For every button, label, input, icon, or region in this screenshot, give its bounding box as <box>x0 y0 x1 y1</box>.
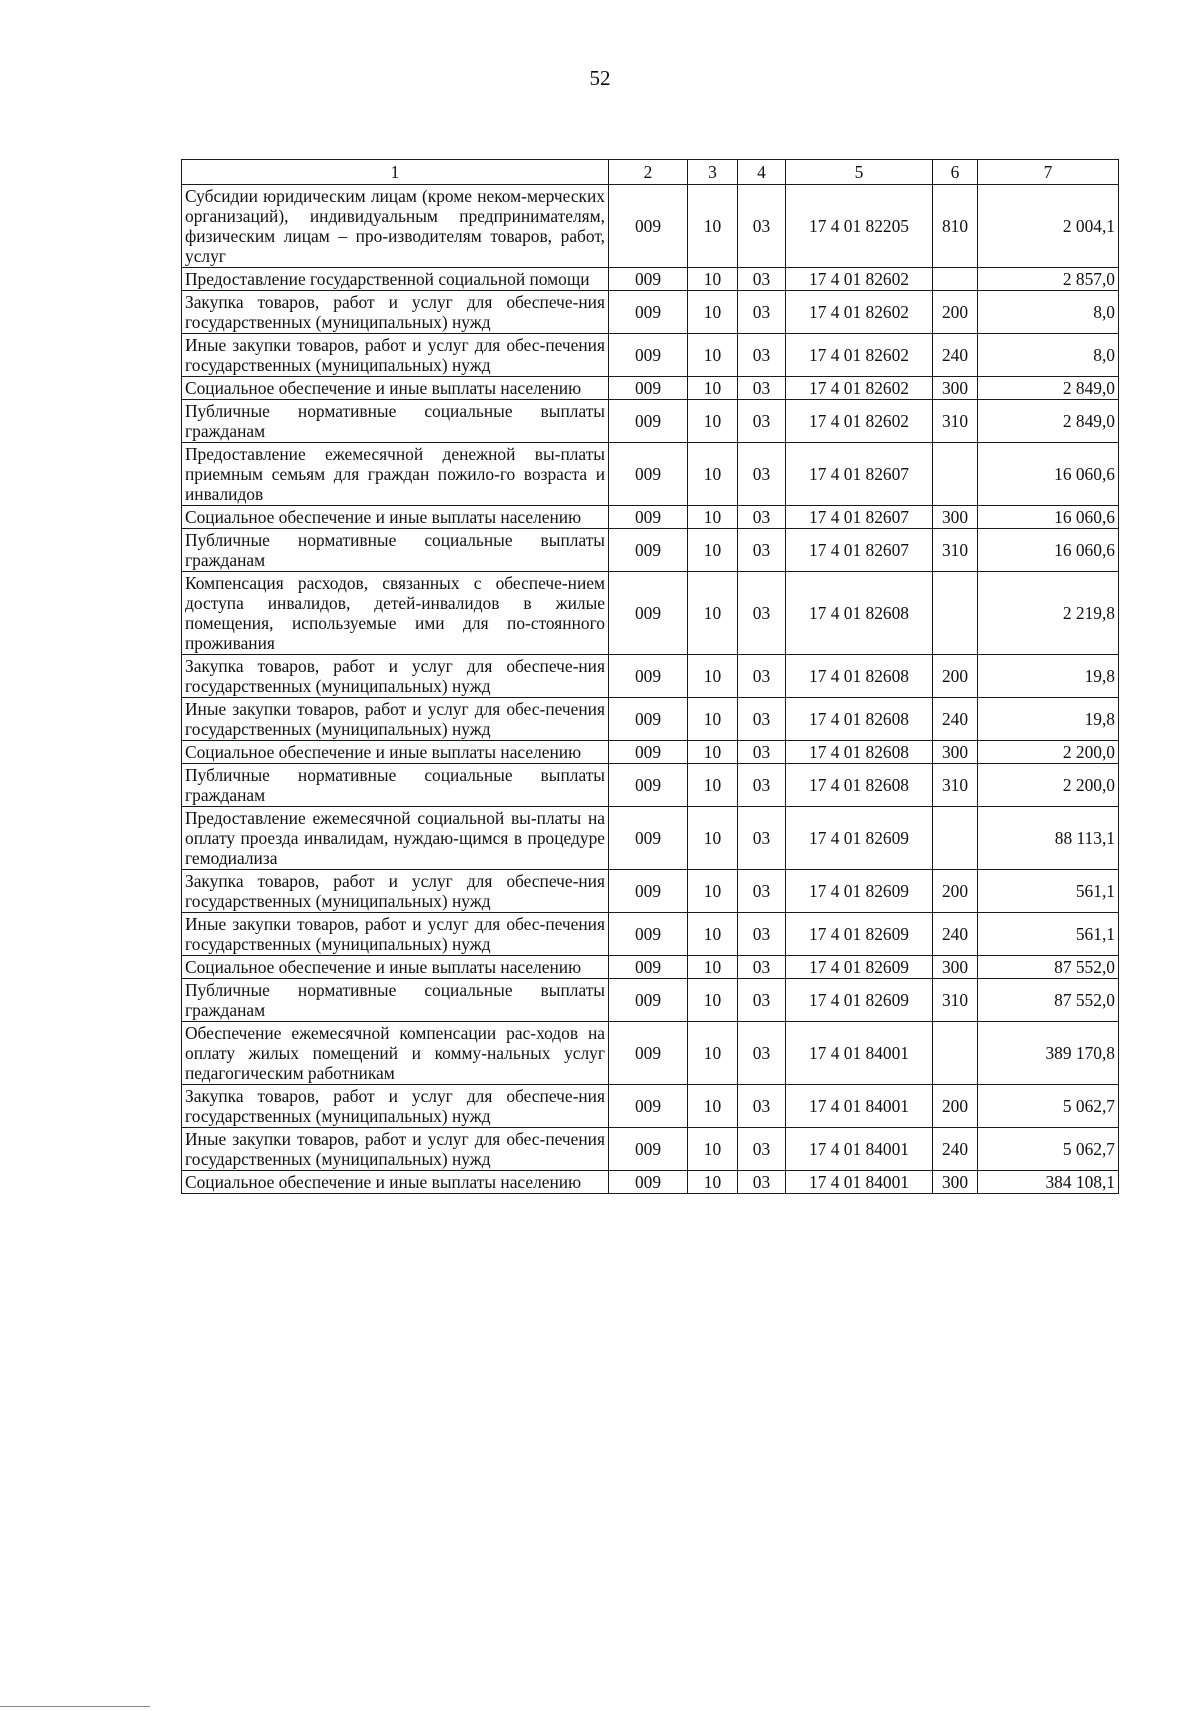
ministry-code-cell: 009 <box>609 870 688 913</box>
table-row <box>182 377 1119 400</box>
ministry-code-cell: 009 <box>609 572 688 655</box>
table-row <box>182 529 1119 572</box>
subsection-code-cell: 03 <box>738 956 786 979</box>
section-code-cell: 10 <box>688 870 738 913</box>
subsection-code-cell: 03 <box>738 655 786 698</box>
ministry-code-cell: 009 <box>609 764 688 807</box>
amount-cell: 2 849,0 <box>978 377 1119 400</box>
section-code-cell: 10 <box>688 698 738 741</box>
target-article-cell: 17 4 01 82608 <box>786 572 933 655</box>
table-row <box>182 1171 1119 1194</box>
ministry-code-cell: 009 <box>609 268 688 291</box>
expense-name-cell: Закупка товаров, работ и услуг для обеспече-ния государственных (муниципальных) нужд <box>182 870 609 913</box>
table-row <box>182 913 1119 956</box>
header-cell: 7 <box>978 160 1119 185</box>
section-code-cell: 10 <box>688 572 738 655</box>
ministry-code-cell: 009 <box>609 291 688 334</box>
section-code-cell: 10 <box>688 1171 738 1194</box>
target-article-cell: 17 4 01 82608 <box>786 655 933 698</box>
expense-type-cell: 300 <box>933 1171 978 1194</box>
expense-name-cell: Закупка товаров, работ и услуг для обеспече-ния государственных (муниципальных) нужд <box>182 1085 609 1128</box>
amount-cell: 87 552,0 <box>978 956 1119 979</box>
subsection-code-cell: 03 <box>738 741 786 764</box>
ministry-code-cell: 009 <box>609 1085 688 1128</box>
expense-type-cell: 300 <box>933 377 978 400</box>
header-cell: 4 <box>738 160 786 185</box>
table-row <box>182 1085 1119 1128</box>
target-article-cell: 17 4 01 84001 <box>786 1128 933 1171</box>
expense-name-cell: Предоставление ежемесячной социальной вы-платы на оплату проезда инвалидам, нуждаю-щимся в процедуре гемодиализа <box>182 807 609 870</box>
scan-edge-line <box>0 1706 150 1711</box>
expense-name-cell: Публичные нормативные социальные выплаты гражданам <box>182 764 609 807</box>
expense-name-cell: Обеспечение ежемесячной компенсации рас-ходов на оплату жилых помещений и комму-нальных услуг педагогическим работникам <box>182 1022 609 1085</box>
target-article-cell: 17 4 01 84001 <box>786 1085 933 1128</box>
section-code-cell: 10 <box>688 291 738 334</box>
expense-type-cell: 810 <box>933 185 978 268</box>
subsection-code-cell: 03 <box>738 870 786 913</box>
target-article-cell: 17 4 01 82609 <box>786 956 933 979</box>
subsection-code-cell: 03 <box>738 400 786 443</box>
target-article-cell: 17 4 01 82602 <box>786 291 933 334</box>
table-row <box>182 807 1119 870</box>
target-article-cell: 17 4 01 82602 <box>786 268 933 291</box>
section-code-cell: 10 <box>688 185 738 268</box>
expense-type-cell: 310 <box>933 764 978 807</box>
target-article-cell: 17 4 01 84001 <box>786 1022 933 1085</box>
ministry-code-cell: 009 <box>609 443 688 506</box>
amount-cell: 8,0 <box>978 291 1119 334</box>
subsection-code-cell: 03 <box>738 698 786 741</box>
amount-cell: 16 060,6 <box>978 506 1119 529</box>
table-row <box>182 870 1119 913</box>
expense-type-cell <box>933 807 978 870</box>
expense-type-cell: 300 <box>933 956 978 979</box>
expense-name-cell: Иные закупки товаров, работ и услуг для обес-печения государственных (муниципальных) нужд <box>182 698 609 741</box>
amount-cell: 2 200,0 <box>978 764 1119 807</box>
expense-name-cell: Иные закупки товаров, работ и услуг для обес-печения государственных (муниципальных) нужд <box>182 913 609 956</box>
target-article-cell: 17 4 01 82607 <box>786 506 933 529</box>
expense-name-cell: Социальное обеспечение и иные выплаты населению <box>182 377 609 400</box>
header-cell: 5 <box>786 160 933 185</box>
section-code-cell: 10 <box>688 400 738 443</box>
table-row <box>182 764 1119 807</box>
amount-cell: 2 857,0 <box>978 268 1119 291</box>
expense-name-cell: Иные закупки товаров, работ и услуг для обес-печения государственных (муниципальных) нужд <box>182 334 609 377</box>
section-code-cell: 10 <box>688 956 738 979</box>
expense-type-cell <box>933 1022 978 1085</box>
table-row <box>182 572 1119 655</box>
subsection-code-cell: 03 <box>738 572 786 655</box>
expense-name-cell: Публичные нормативные социальные выплаты гражданам <box>182 979 609 1022</box>
target-article-cell: 17 4 01 82602 <box>786 400 933 443</box>
expense-type-cell <box>933 268 978 291</box>
expense-type-cell: 240 <box>933 1128 978 1171</box>
subsection-code-cell: 03 <box>738 185 786 268</box>
section-code-cell: 10 <box>688 268 738 291</box>
budget-table <box>181 159 1119 1194</box>
subsection-code-cell: 03 <box>738 1171 786 1194</box>
amount-cell: 19,8 <box>978 655 1119 698</box>
section-code-cell: 10 <box>688 1128 738 1171</box>
ministry-code-cell: 009 <box>609 979 688 1022</box>
ministry-code-cell: 009 <box>609 400 688 443</box>
amount-cell: 16 060,6 <box>978 529 1119 572</box>
header-cell: 6 <box>933 160 978 185</box>
expense-name-cell: Иные закупки товаров, работ и услуг для обес-печения государственных (муниципальных) нужд <box>182 1128 609 1171</box>
ministry-code-cell: 009 <box>609 185 688 268</box>
table-row <box>182 956 1119 979</box>
target-article-cell: 17 4 01 82205 <box>786 185 933 268</box>
section-code-cell: 10 <box>688 334 738 377</box>
expense-type-cell: 240 <box>933 334 978 377</box>
header-cell: 1 <box>182 160 609 185</box>
target-article-cell: 17 4 01 82609 <box>786 807 933 870</box>
expense-name-cell: Публичные нормативные социальные выплаты гражданам <box>182 400 609 443</box>
target-article-cell: 17 4 01 82608 <box>786 698 933 741</box>
amount-cell: 389 170,8 <box>978 1022 1119 1085</box>
expense-type-cell <box>933 572 978 655</box>
section-code-cell: 10 <box>688 979 738 1022</box>
table-row <box>182 698 1119 741</box>
subsection-code-cell: 03 <box>738 1022 786 1085</box>
expense-type-cell: 310 <box>933 400 978 443</box>
subsection-code-cell: 03 <box>738 506 786 529</box>
ministry-code-cell: 009 <box>609 807 688 870</box>
header-cell: 2 <box>609 160 688 185</box>
target-article-cell: 17 4 01 82609 <box>786 870 933 913</box>
expense-name-cell: Публичные нормативные социальные выплаты гражданам <box>182 529 609 572</box>
section-code-cell: 10 <box>688 443 738 506</box>
table-row <box>182 655 1119 698</box>
amount-cell: 87 552,0 <box>978 979 1119 1022</box>
amount-cell: 5 062,7 <box>978 1128 1119 1171</box>
section-code-cell: 10 <box>688 655 738 698</box>
expense-type-cell: 240 <box>933 698 978 741</box>
ministry-code-cell: 009 <box>609 1022 688 1085</box>
target-article-cell: 17 4 01 82607 <box>786 443 933 506</box>
ministry-code-cell: 009 <box>609 506 688 529</box>
section-code-cell: 10 <box>688 1085 738 1128</box>
subsection-code-cell: 03 <box>738 764 786 807</box>
target-article-cell: 17 4 01 82608 <box>786 741 933 764</box>
ministry-code-cell: 009 <box>609 1128 688 1171</box>
table-row <box>182 1128 1119 1171</box>
expense-type-cell: 200 <box>933 291 978 334</box>
expense-type-cell <box>933 443 978 506</box>
table-row <box>182 268 1119 291</box>
ministry-code-cell: 009 <box>609 655 688 698</box>
expense-type-cell: 310 <box>933 529 978 572</box>
section-code-cell: 10 <box>688 741 738 764</box>
amount-cell: 5 062,7 <box>978 1085 1119 1128</box>
target-article-cell: 17 4 01 82609 <box>786 913 933 956</box>
expense-name-cell: Субсидии юридическим лицам (кроме неком-мерческих организаций), индивидуальным предпринимателям, физическим лицам – про-изводителям товаров, работ, услуг <box>182 185 609 268</box>
expense-name-cell: Социальное обеспечение и иные выплаты населению <box>182 741 609 764</box>
target-article-cell: 17 4 01 82608 <box>786 764 933 807</box>
subsection-code-cell: 03 <box>738 529 786 572</box>
table-row <box>182 400 1119 443</box>
expense-type-cell: 310 <box>933 979 978 1022</box>
expense-type-cell: 200 <box>933 870 978 913</box>
expense-name-cell: Социальное обеспечение и иные выплаты населению <box>182 506 609 529</box>
subsection-code-cell: 03 <box>738 268 786 291</box>
subsection-code-cell: 03 <box>738 291 786 334</box>
subsection-code-cell: 03 <box>738 979 786 1022</box>
table-header-row <box>182 160 1119 185</box>
target-article-cell: 17 4 01 82602 <box>786 334 933 377</box>
expense-name-cell: Компенсация расходов, связанных с обеспече-нием доступа инвалидов, детей-инвалидов в жилые помещения, используемые ими для по-стоянного проживания <box>182 572 609 655</box>
table-row <box>182 741 1119 764</box>
table-row <box>182 979 1119 1022</box>
expense-type-cell: 300 <box>933 506 978 529</box>
table-row <box>182 443 1119 506</box>
subsection-code-cell: 03 <box>738 443 786 506</box>
ministry-code-cell: 009 <box>609 377 688 400</box>
amount-cell: 16 060,6 <box>978 443 1119 506</box>
expense-name-cell: Закупка товаров, работ и услуг для обеспече-ния государственных (муниципальных) нужд <box>182 291 609 334</box>
expense-name-cell: Социальное обеспечение и иные выплаты населению <box>182 956 609 979</box>
amount-cell: 561,1 <box>978 870 1119 913</box>
expense-name-cell: Предоставление государственной социальной помощи <box>182 268 609 291</box>
amount-cell: 561,1 <box>978 913 1119 956</box>
page-number: 52 <box>589 66 611 90</box>
target-article-cell: 17 4 01 82609 <box>786 979 933 1022</box>
target-article-cell: 17 4 01 84001 <box>786 1171 933 1194</box>
section-code-cell: 10 <box>688 807 738 870</box>
section-code-cell: 10 <box>688 1022 738 1085</box>
section-code-cell: 10 <box>688 377 738 400</box>
subsection-code-cell: 03 <box>738 377 786 400</box>
expense-type-cell: 200 <box>933 655 978 698</box>
table-row <box>182 506 1119 529</box>
table-row <box>182 291 1119 334</box>
ministry-code-cell: 009 <box>609 334 688 377</box>
amount-cell: 2 219,8 <box>978 572 1119 655</box>
subsection-code-cell: 03 <box>738 807 786 870</box>
ministry-code-cell: 009 <box>609 698 688 741</box>
subsection-code-cell: 03 <box>738 913 786 956</box>
expense-name-cell: Предоставление ежемесячной денежной вы-платы приемным семьям для граждан пожило-го возраста и инвалидов <box>182 443 609 506</box>
ministry-code-cell: 009 <box>609 741 688 764</box>
amount-cell: 2 849,0 <box>978 400 1119 443</box>
section-code-cell: 10 <box>688 506 738 529</box>
amount-cell: 8,0 <box>978 334 1119 377</box>
subsection-code-cell: 03 <box>738 334 786 377</box>
section-code-cell: 10 <box>688 913 738 956</box>
subsection-code-cell: 03 <box>738 1128 786 1171</box>
subsection-code-cell: 03 <box>738 1085 786 1128</box>
expense-type-cell: 300 <box>933 741 978 764</box>
section-code-cell: 10 <box>688 764 738 807</box>
amount-cell: 384 108,1 <box>978 1171 1119 1194</box>
amount-cell: 19,8 <box>978 698 1119 741</box>
ministry-code-cell: 009 <box>609 1171 688 1194</box>
table-row <box>182 1022 1119 1085</box>
ministry-code-cell: 009 <box>609 529 688 572</box>
amount-cell: 88 113,1 <box>978 807 1119 870</box>
expense-name-cell: Социальное обеспечение и иные выплаты населению <box>182 1171 609 1194</box>
expense-name-cell: Закупка товаров, работ и услуг для обеспече-ния государственных (муниципальных) нужд <box>182 655 609 698</box>
table-body <box>182 160 1119 1194</box>
ministry-code-cell: 009 <box>609 956 688 979</box>
expense-type-cell: 240 <box>933 913 978 956</box>
ministry-code-cell: 009 <box>609 913 688 956</box>
target-article-cell: 17 4 01 82607 <box>786 529 933 572</box>
expense-type-cell: 200 <box>933 1085 978 1128</box>
table-row <box>182 334 1119 377</box>
target-article-cell: 17 4 01 82602 <box>786 377 933 400</box>
header-cell: 3 <box>688 160 738 185</box>
amount-cell: 2 200,0 <box>978 741 1119 764</box>
table-row <box>182 185 1119 268</box>
amount-cell: 2 004,1 <box>978 185 1119 268</box>
section-code-cell: 10 <box>688 529 738 572</box>
